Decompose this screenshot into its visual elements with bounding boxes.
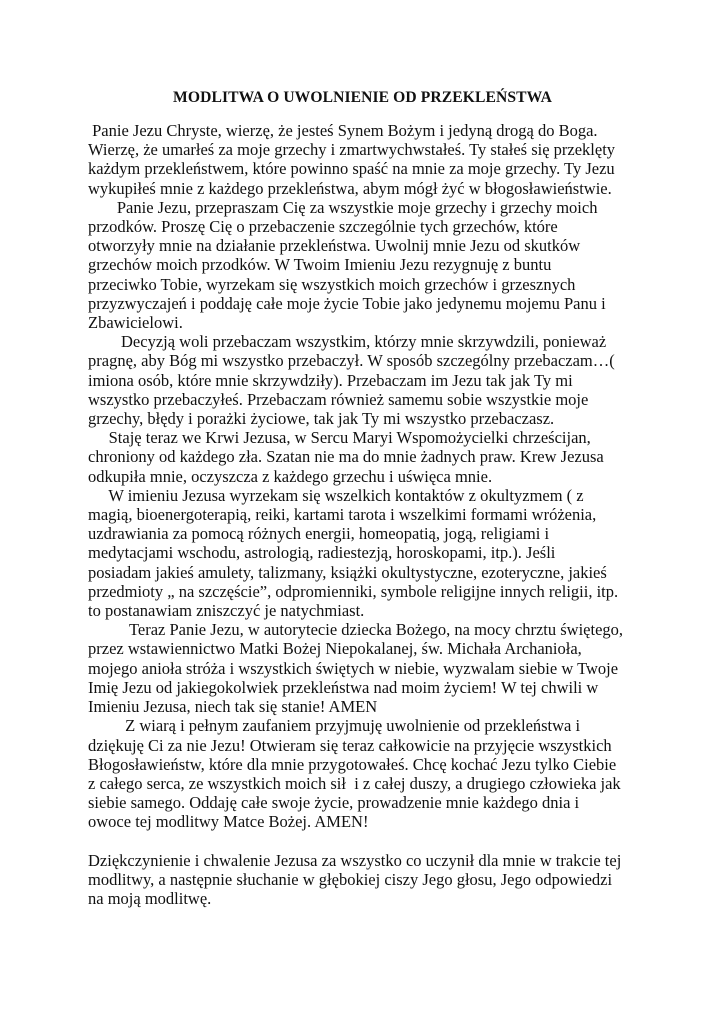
prayer-line: Imię Jezu od jakiegokolwiek przekleństwa nad moim życiem! W tej chwili w [88, 677, 599, 697]
prayer-line: Zbawicielowi. [88, 313, 183, 333]
prayer-line: Błogosławieństw, które dla mnie przygotowałeś. Chcę kochać Jezu tylko Ciebie [88, 754, 617, 774]
prayer-line: mojego anioła stróża i wszystkich świętych w niebie, wyzwalam siebie w Twoje [88, 658, 619, 678]
prayer-line: wykupiłeś mnie z każdego przekleństwa, abym mógł żyć w błogosławieństwie. [88, 178, 612, 198]
closing-line: Dziękczynienie i chwalenie Jezusa za wszystko co uczynił dla mnie w trakcie tej [88, 850, 622, 870]
prayer-line: przez wstawiennictwo Matki Bożej Niepokalanej, św. Michała Archanioła, [88, 639, 582, 659]
prayer-line: grzechy, błędy i porażki życiowe, tak jak Ty mi wszystko przebaczasz. [88, 409, 555, 429]
prayer-line: magią, bioenergoterapią, reiki, kartami tarota i wszelkimi formami wróżenia, [88, 505, 597, 525]
paragraph-gap [88, 832, 648, 851]
prayer-line: owoce tej modlitwy Matce Bożej. AMEN! [88, 812, 369, 832]
prayer-line: wszystko przebaczyłeś. Przebaczam również samemu sobie wszystkie moje [88, 389, 589, 409]
prayer-line: Teraz Panie Jezu, w autorytecie dziecka Bożego, na mocy chrztu świętego, [88, 620, 624, 640]
document-title: MODLITWA O UWOLNIENIE OD PRZEKLEŃSTWA [173, 89, 552, 106]
prayer-line: imiona osób, które mnie skrzywdziły). Przebaczam im Jezu tak jak Ty mi [88, 370, 573, 390]
prayer-line: przodków. Proszę Cię o przebaczenie szczególnie tych grzechów, które [88, 217, 558, 237]
prayer-line: Wierzę, że umarłeś za moje grzechy i zmartwychwstałeś. Ty stałeś się przeklęty [88, 140, 616, 160]
prayer-line: chroniony od każdego zła. Szatan nie ma do mnie żadnych praw. Krew Jezusa [88, 447, 604, 467]
closing-line: na moją modlitwę. [88, 889, 212, 909]
prayer-line: z całego serca, ze wszystkich moich sił i z całej duszy, a drugiego człowieka jak [88, 773, 621, 793]
prayer-line: siebie samego. Oddaję całe swoje życie, prowadzenie mnie każdego dnia i [88, 793, 580, 813]
prayer-line: Panie Jezu Chryste, wierzę, że jesteś Synem Bożym i jedyną drogą do Boga. [88, 121, 598, 140]
prayer-line: grzechów moich przodków. W Twoim Imieniu Jezu rezygnuję z buntu [88, 255, 552, 275]
prayer-line: posiadam jakieś amulety, talizmany, książki okultystyczne, ezoteryczne, jakieś [88, 562, 607, 582]
prayer-line: otworzyły mnie na działanie przekleństwa. Uwolnij mnie Jezu od skutków [88, 236, 581, 256]
prayer-line: Staję teraz we Krwi Jezusa, w Sercu Maryi Wspomożycielki chrześcijan, [88, 428, 591, 448]
closing-line: modlitwy, a następnie słuchanie w głębokiej ciszy Jego głosu, Jego odpowiedzi [88, 869, 613, 889]
prayer-line: Panie Jezu, przepraszam Cię za wszystkie moje grzechy i grzechy moich [88, 197, 598, 217]
prayer-line: to postanawiam zniszczyć je natychmiast. [88, 601, 365, 621]
prayer-line: medytacjami wschodu, astrologią, radiestezją, horoskopami, itp.). Jeśli [88, 543, 556, 563]
prayer-line: pragnę, aby Bóg mi wszystko przebaczył. W sposób szczególny przebaczam…( [88, 351, 615, 371]
prayer-line: przedmioty „ na szczęście”, odpromienniki, symbole religijne innych religii, itp. [88, 581, 619, 601]
prayer-line: W imieniu Jezusa wyrzekam się wszelkich kontaktów z okultyzmem ( z [88, 485, 584, 505]
prayer-line: uzdrawiania za pomocą różnych energii, homeopatią, jogą, religiami i [88, 524, 550, 544]
prayer-line: Decyzją woli przebaczam wszystkim, którzy mnie skrzywdzili, ponieważ [88, 332, 607, 352]
prayer-line: przeciwko Tobie, wyrzekam się wszystkich moich grzechów i grzesznych [88, 274, 576, 294]
prayer-line: odkupiła mnie, oczyszcza z każdego grzechu i uświęca mnie. [88, 466, 493, 486]
prayer-body [88, 121, 648, 908]
prayer-line: każdym przekleństwem, które powinno spaść na mnie za moje grzechy. Ty Jezu [88, 159, 615, 179]
prayer-line: przyzwyczajeń i poddaję całe moje życie Tobie jako jedynemu mojemu Panu i [88, 293, 606, 313]
prayer-line: Z wiarą i pełnym zaufaniem przyjmuję uwolnienie od przekleństwa i [88, 716, 581, 736]
prayer-line: dziękuję Ci za nie Jezu! Otwieram się teraz całkowicie na przyjęcie wszystkich [88, 735, 612, 755]
prayer-line: Imieniu Jezusa, niech tak się stanie! AMEN [88, 697, 378, 717]
